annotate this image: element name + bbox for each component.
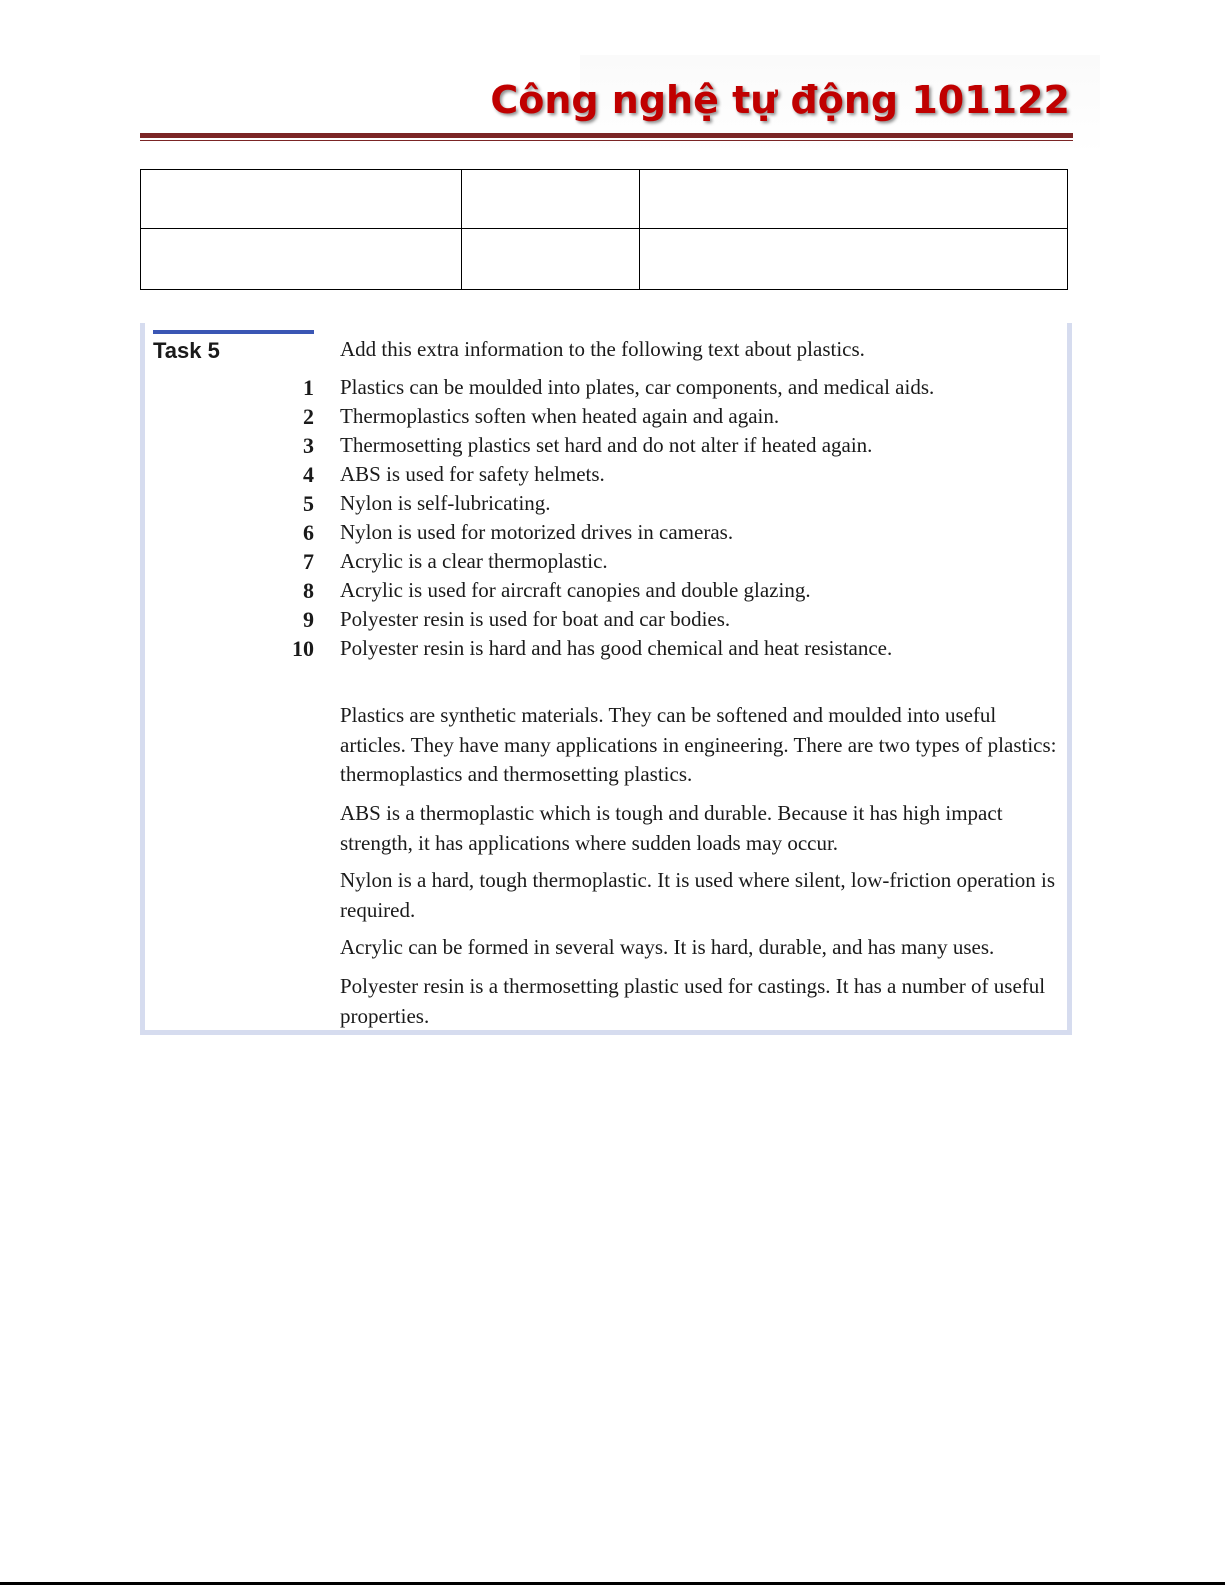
list-item-text: Thermosetting plastics set hard and do not alter if heated again. — [340, 433, 873, 457]
table-cell — [141, 229, 462, 290]
list-item — [280, 375, 1060, 404]
table-cell — [141, 170, 462, 229]
list-item-number: 4 — [303, 462, 314, 487]
table-cell — [462, 229, 640, 290]
list-item-text: Acrylic is a clear thermoplastic. — [340, 549, 608, 573]
list-item-number: 5 — [303, 491, 314, 516]
list-item-text: Nylon is self-lubricating. — [340, 491, 551, 515]
list-item-number: 10 — [292, 636, 314, 661]
paragraph: Acrylic can be formed in several ways. It is hard, durable, and has many uses. — [340, 935, 995, 959]
task-instruction: Add this extra information to the following text about plastics. — [340, 337, 865, 361]
table-cell — [640, 170, 1068, 229]
list-item-number: 7 — [303, 549, 314, 574]
list-item — [280, 404, 1060, 433]
task-label: Task 5 — [153, 338, 220, 363]
list-item-text: Plastics can be moulded into plates, car components, and medical aids. — [340, 375, 935, 399]
list-item — [280, 607, 1060, 636]
table-row — [141, 229, 1068, 290]
list-item-text: Thermoplastics soften when heated again and again. — [340, 404, 780, 428]
list-item-number: 2 — [303, 404, 314, 429]
list-item-number: 6 — [303, 520, 314, 545]
list-item-text: ABS is used for safety helmets. — [340, 462, 605, 486]
list-item — [280, 636, 1060, 665]
paragraph: Nylon is a hard, tough thermoplastic. It is used where silent, low-friction operation is required. — [340, 868, 1056, 922]
list-item-text: Acrylic is used for aircraft canopies and double glazing. — [340, 578, 811, 602]
list-item-number: 8 — [303, 578, 314, 603]
list-item — [280, 520, 1060, 549]
table-row — [141, 170, 1068, 229]
list-item — [280, 491, 1060, 520]
list-item-text: Polyester resin is used for boat and car bodies. — [340, 607, 731, 631]
list-item — [280, 462, 1060, 491]
list-item-number: 9 — [303, 607, 314, 632]
list-item — [280, 578, 1060, 607]
table-cell — [462, 170, 640, 229]
header-title: Công nghệ tự động 101122 — [490, 78, 1070, 122]
list-item-text: Polyester resin is hard and has good chemical and heat resistance. — [340, 636, 893, 660]
list-item-number: 3 — [303, 433, 314, 458]
list-item-number: 1 — [303, 375, 314, 400]
paragraph: Plastics are synthetic materials. They can be softened and moulded into useful articles. They have many applications in engineering. There are two types of plastics: thermoplastics and thermosetting plastics. — [340, 703, 1057, 786]
header-rule — [140, 133, 1073, 138]
list-item — [280, 549, 1060, 578]
paragraph: Polyester resin is a thermosetting plastic used for castings. It has a number of useful properties. — [340, 974, 1046, 1028]
task-accent-bar — [153, 330, 314, 334]
paragraph: ABS is a thermoplastic which is tough and durable. Because it has high impact strength, it has applications where sudden loads may occur. — [340, 801, 1003, 855]
empty-table — [140, 169, 1068, 290]
list-item — [280, 433, 1060, 462]
header-rule-thin — [140, 140, 1073, 141]
list-item-text: Nylon is used for motorized drives in cameras. — [340, 520, 734, 544]
table-cell — [640, 229, 1068, 290]
